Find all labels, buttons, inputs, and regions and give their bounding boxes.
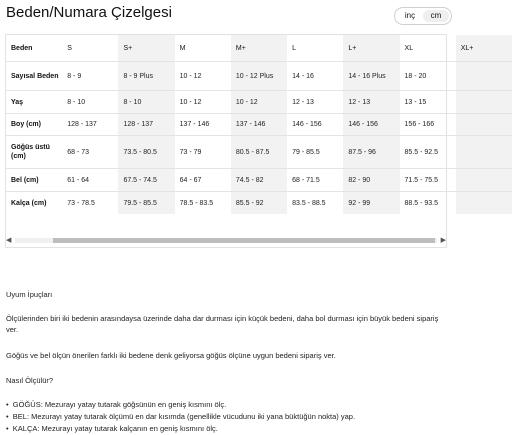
fit-tip-paragraph: Göğüs ve bel ölçün önerilen farklı iki bedene denk geliyorsa göğüs ölçüne uygun bedeni sipariş ver. — [6, 351, 336, 360]
scroll-right-arrow-icon[interactable]: ▶ — [440, 237, 446, 244]
table-cell — [456, 169, 512, 192]
table-cell: 73 - 79 — [175, 136, 231, 169]
table-cell — [456, 136, 512, 169]
page-header — [6, 0, 446, 30]
table-cell: 88.5 - 93.5 — [400, 192, 456, 215]
list-item-text: GÖĞÜS: Mezurayı yatay tutarak göğsünün en geniş kısmını ölç. — [12, 400, 227, 409]
table-cell: 80.5 - 87.5 — [231, 136, 287, 169]
unit-option-cm[interactable]: cm — [423, 10, 449, 22]
table-cell: 92 - 99 — [343, 192, 399, 215]
column-header: S — [67, 44, 72, 52]
column-header: M — [179, 44, 186, 52]
table-cell: 8 - 10 — [62, 91, 118, 114]
table-cell — [456, 62, 512, 91]
table-cell: 18 - 20 — [400, 62, 456, 91]
table-cell: 10 - 12 — [175, 62, 231, 91]
column-header: XL+ — [456, 35, 512, 62]
table-cell — [456, 91, 512, 114]
table-cell: 68 - 71.5 — [287, 169, 343, 192]
table-cell: 83.5 - 88.5 — [287, 192, 343, 215]
table-cell: 78.5 - 83.5 — [175, 192, 231, 215]
table-cell: 73 - 78.5 — [62, 192, 118, 215]
column-header: XL — [404, 44, 414, 52]
table-cell: 137 - 146 — [231, 114, 287, 136]
fit-tips-title: Uyum İpuçları — [6, 290, 53, 299]
table-cell: 10 - 12 Plus — [231, 62, 287, 91]
table-cell: 79.5 - 85.5 — [118, 192, 174, 215]
row-label: Sayısal Beden — [6, 62, 62, 91]
table-row — [6, 91, 512, 114]
table-cell: 137 - 146 — [175, 114, 231, 136]
list-item-text: KALÇA: Mezurayı yatay tutarak kalçanın en geniş kısmını ölç. — [12, 424, 218, 433]
scroll-left-arrow-icon[interactable]: ◀ — [6, 237, 12, 244]
table-cell: 128 - 137 — [118, 114, 174, 136]
column-header: S+ — [118, 35, 174, 62]
fit-tip-paragraph: Ölçülerinden biri iki bedenin arasındaysa üzerinde daha dar durması için küçük bedeni, daha bol durması için büyük bedeni sipariş ver. — [6, 314, 439, 334]
measure-instruction-waist: • BEL: Mezurayı yatay tutarak ölçümü en dar kısımda (genellikle vücudunu iki yana büktüğün nokta) yap. — [6, 412, 356, 421]
unit-option-inch[interactable]: inç — [404, 11, 416, 20]
table-row — [6, 169, 512, 192]
table-cell: 146 - 156 — [287, 114, 343, 136]
table-cell — [456, 192, 512, 215]
how-to-measure-title: Nasıl Ölçülür? — [6, 376, 54, 385]
table-row — [6, 62, 512, 91]
table-cell: 10 - 12 — [231, 91, 287, 114]
table-header-row — [6, 35, 512, 62]
table-cell: 10 - 12 — [175, 91, 231, 114]
row-label: Göğüs üstü (cm) — [6, 136, 62, 169]
table-cell: 12 - 13 — [287, 91, 343, 114]
measure-instruction-hip: • KALÇA: Mezurayı yatay tutarak kalçanın en geniş kısmını ölç. — [6, 424, 218, 433]
row-label: Boy (cm) — [6, 114, 62, 136]
table-cell: 14 - 16 Plus — [343, 62, 399, 91]
table-cell: 8 - 9 Plus — [118, 62, 174, 91]
page-title: Beden/Numara Çizelgesi — [6, 4, 172, 21]
row-label: Yaş — [6, 91, 62, 114]
table-cell: 82 - 90 — [343, 169, 399, 192]
table-row — [6, 114, 512, 136]
list-item-text: BEL: Mezurayı yatay tutarak ölçümü en dar kısımda (genellikle vücudunu iki yana büktüğün nokta) yap. — [12, 412, 356, 421]
table-cell: 61 - 64 — [62, 169, 118, 192]
table-cell: 8 - 10 — [118, 91, 174, 114]
row-label: Kalça (cm) — [6, 192, 62, 215]
table-cell: 64 - 67 — [175, 169, 231, 192]
table-cell: 8 - 9 — [62, 62, 118, 91]
column-header: M+ — [231, 35, 287, 62]
table-row — [6, 136, 512, 169]
measure-instruction-chest: • GÖĞÜS: Mezurayı yatay tutarak göğsünün en geniş kısmını ölç. — [6, 400, 227, 409]
table-cell: 68 - 73 — [62, 136, 118, 169]
table-cell: 146 - 156 — [343, 114, 399, 136]
table-cell: 156 - 166 — [400, 114, 456, 136]
table-cell: 67.5 - 74.5 — [118, 169, 174, 192]
table-cell: 13 - 15 — [400, 91, 456, 114]
size-chart-table — [5, 34, 474, 248]
column-header: L — [292, 44, 296, 52]
table-cell: 12 - 13 — [343, 91, 399, 114]
horizontal-scrollbar[interactable] — [5, 236, 447, 245]
row-label: Bel (cm) — [6, 169, 62, 192]
table-cell: 87.5 - 96 — [343, 136, 399, 169]
table-cell: 79 - 85.5 — [287, 136, 343, 169]
table-cell: 71.5 - 75.5 — [400, 169, 456, 192]
scroll-thumb[interactable] — [53, 238, 435, 243]
column-header-size: Beden — [11, 44, 33, 52]
table-row — [6, 192, 512, 215]
table-cell: 74.5 - 82 — [231, 169, 287, 192]
column-header: L+ — [343, 35, 399, 62]
table-cell: 85.5 - 92 — [231, 192, 287, 215]
table-cell — [456, 114, 512, 136]
table-cell: 128 - 137 — [62, 114, 118, 136]
table-cell: 85.5 - 92.5 — [400, 136, 456, 169]
unit-toggle[interactable] — [394, 7, 452, 25]
table-cell: 73.5 - 80.5 — [118, 136, 174, 169]
table-cell: 14 - 16 — [287, 62, 343, 91]
